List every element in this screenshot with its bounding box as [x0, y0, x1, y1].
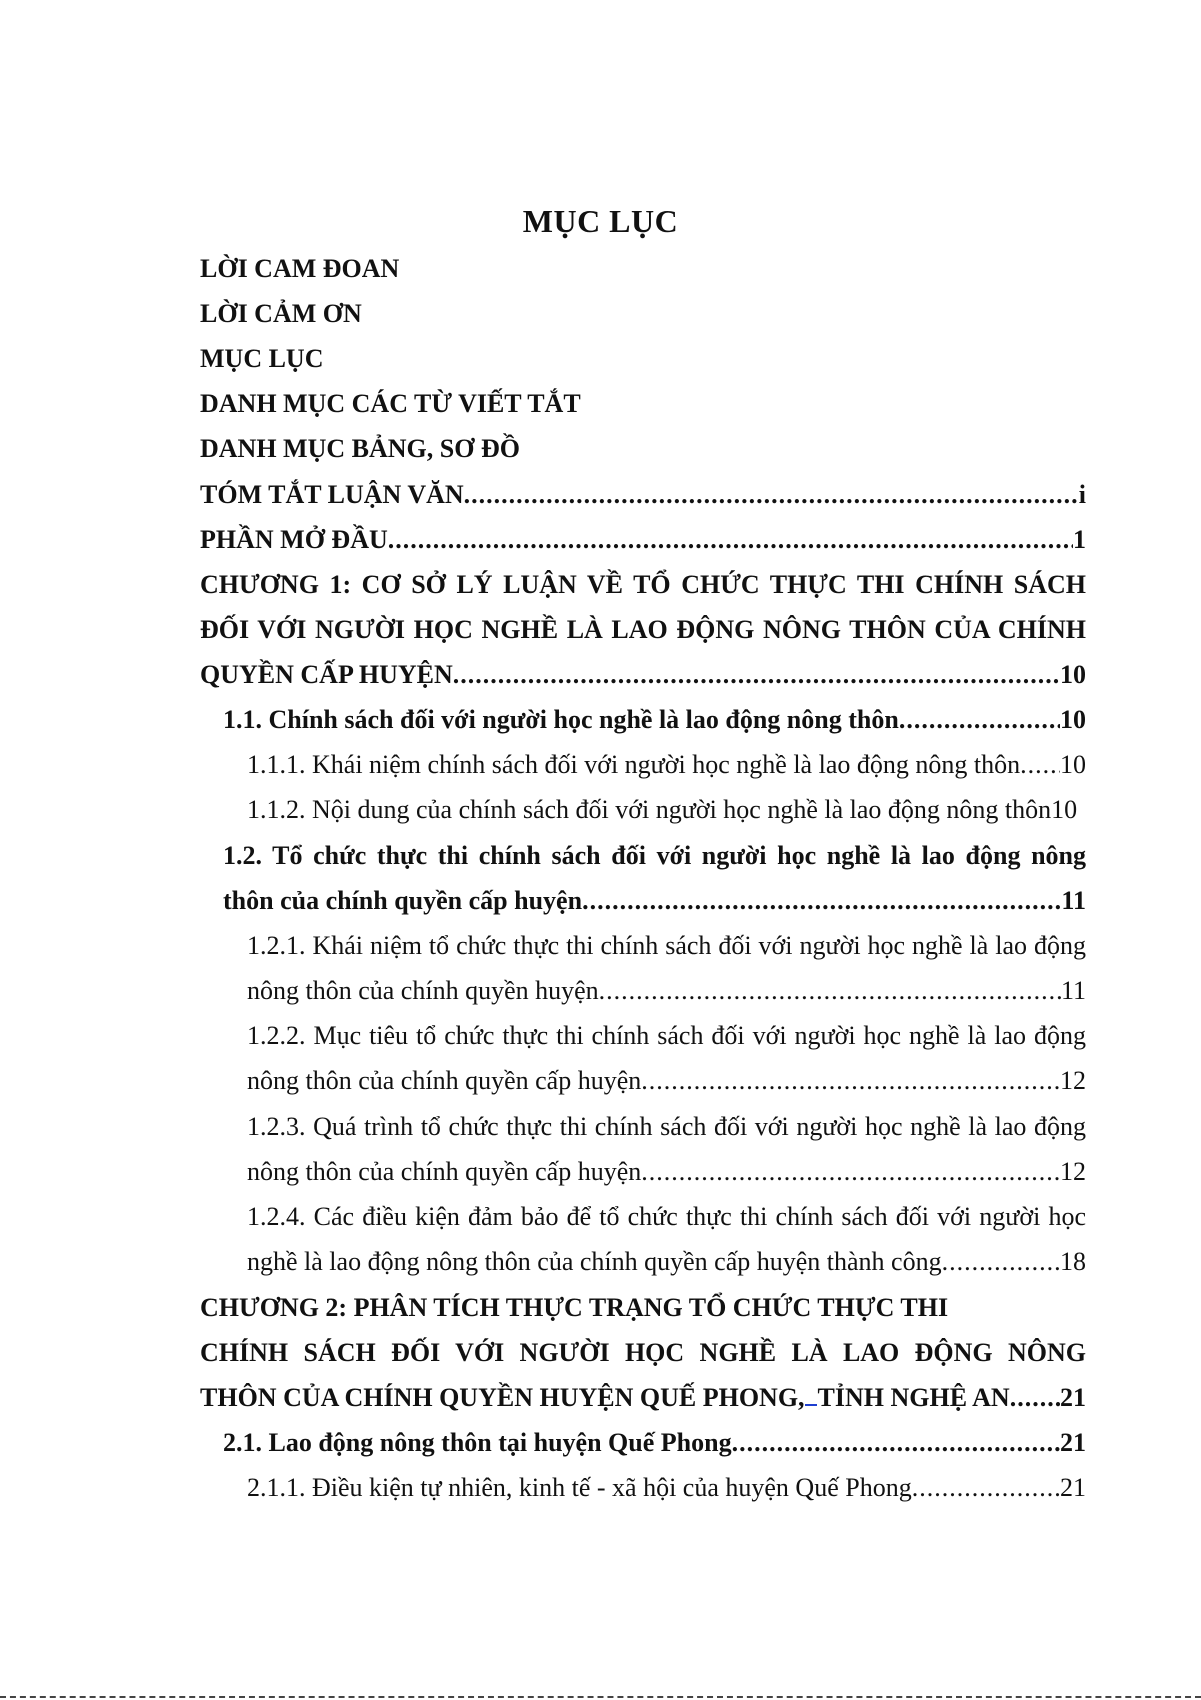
toc-page-number: 12	[1060, 1157, 1086, 1186]
toc-page-number: 18	[1060, 1247, 1086, 1276]
dot-leader	[641, 1058, 1060, 1103]
toc-subsection-1-1-1[interactable]	[247, 742, 1086, 787]
toc-entry-summary[interactable]	[200, 472, 1086, 517]
toc-entry-label: 1.1.1. Khái niệm chính sách đối với người học nghề là lao động nông thôn	[247, 750, 1021, 779]
toc-chapter-2-line-1[interactable]	[200, 1285, 1086, 1330]
toc-subsection-1-2-2-line-2[interactable]	[247, 1058, 1086, 1103]
page-bottom-rule	[0, 1696, 1201, 1700]
toc-chapter-2-line-2[interactable]: CHÍNH SÁCH ĐỐI VỚI NGƯỜI HỌC NGHỀ LÀ LAO ĐỘNG NÔNG	[200, 1338, 1086, 1367]
toc-page-number: 1	[1073, 525, 1086, 554]
toc-entry-label: QUYỀN CẤP HUYỆN	[200, 660, 453, 689]
toc-section-1-2-line-1[interactable]: 1.2. Tổ chức thực thi chính sách đối với người học nghề là lao động nông	[223, 841, 1086, 870]
toc-section-1-2-line-2[interactable]	[223, 878, 1086, 923]
toc-entry-label: thôn của chính quyền cấp huyện	[223, 886, 583, 915]
toc-page-number: 11	[1060, 976, 1086, 1005]
dot-leader	[1010, 1375, 1060, 1420]
dot-leader	[453, 652, 1060, 697]
dot-leader	[599, 968, 1061, 1013]
dot-leader	[912, 1465, 1060, 1510]
toc-page-number: 10	[1060, 705, 1086, 734]
toc-entry-abbreviations[interactable]	[200, 381, 1086, 426]
dot-leader	[582, 878, 1061, 923]
toc-entry-label: DANH MỤC BẢNG, SƠ ĐỒ	[200, 434, 520, 463]
toc-chapter-2-line-3[interactable]	[200, 1375, 1086, 1420]
toc-entry-cam-on[interactable]	[200, 291, 1086, 336]
toc-subsection-1-1-2[interactable]	[247, 787, 1086, 832]
toc-subsection-1-2-2-line-1[interactable]: 1.2.2. Mục tiêu tổ chức thực thi chính sách đối với người học nghề là lao động	[247, 1021, 1086, 1050]
toc-entry-label: CHƯƠNG 2: PHÂN TÍCH THỰC TRẠNG TỔ CHỨC THỰC THI	[200, 1293, 949, 1322]
toc-chapter-1-line-2[interactable]: ĐỐI VỚI NGƯỜI HỌC NGHỀ LÀ LAO ĐỘNG NÔNG THÔN CỦA CHÍNH	[200, 615, 1086, 644]
toc-entry-cam-doan[interactable]	[200, 246, 1086, 291]
toc-page-number: 10	[1060, 660, 1086, 689]
toc-chapter-1-line-1[interactable]: CHƯƠNG 1: CƠ SỞ LÝ LUẬN VỀ TỔ CHỨC THỰC THI CHÍNH SÁCH	[200, 570, 1086, 599]
toc-entry-label: DANH MỤC CÁC TỪ VIẾT TẮT	[200, 389, 581, 418]
dot-leader	[942, 1239, 1060, 1284]
dot-leader	[732, 1420, 1060, 1465]
dot-leader	[641, 1149, 1060, 1194]
toc-entry-label: PHẦN MỞ ĐẦU	[200, 525, 388, 554]
toc-entry-label: nông thôn của chính quyền cấp huyện	[247, 1157, 642, 1186]
toc-page-number: 10	[1051, 795, 1078, 824]
toc-subsection-1-2-4-line-1[interactable]: 1.2.4. Các điều kiện đảm bảo để tổ chức thực thi chính sách đối với người học	[247, 1202, 1086, 1231]
toc-entry-label	[200, 1375, 1010, 1420]
toc-page-number: i	[1078, 480, 1086, 509]
toc-entry-label: MỤC LỤC	[200, 344, 324, 373]
toc-section-1-1[interactable]	[223, 697, 1086, 742]
toc-entry-label: nông thôn của chính quyền cấp huyện	[247, 1066, 642, 1095]
toc-entry-label: 2.1. Lao động nông thôn tại huyện Quế Phong	[223, 1428, 732, 1457]
toc-entry-label: 1.1. Chính sách đối với người học nghề là lao động nông thôn	[223, 705, 899, 734]
toc-subsection-2-1-1[interactable]	[247, 1465, 1086, 1510]
toc-entry-label: nông thôn của chính quyền huyện	[247, 976, 599, 1005]
toc-entry-label: 2.1.1. Điều kiện tự nhiên, kinh tế - xã hội của huyện Quế Phong	[247, 1473, 912, 1502]
toc-chapter-1-line-3[interactable]	[200, 652, 1086, 697]
dot-leader	[464, 472, 1079, 517]
toc-entry-label-part: THÔN CỦA CHÍNH QUYỀN HUYỆN QUẾ PHONG,	[200, 1383, 805, 1412]
toc-subsection-1-2-1-line-2[interactable]	[247, 968, 1086, 1013]
toc-section-2-1[interactable]	[223, 1420, 1086, 1465]
toc-entry-muc-luc[interactable]	[200, 336, 1086, 381]
dot-leader	[388, 517, 1073, 562]
dot-leader	[899, 697, 1060, 742]
toc-page-number: 11	[1061, 886, 1086, 915]
dot-leader	[1020, 742, 1060, 787]
toc-entry-label: LỜI CAM ĐOAN	[200, 254, 400, 283]
toc-page-number: 21	[1060, 1383, 1086, 1412]
toc-entry-intro[interactable]	[200, 517, 1086, 562]
toc-page-number: 10	[1060, 750, 1086, 779]
toc-page-number: 21	[1060, 1428, 1086, 1457]
toc-entry-label: LỜI CẢM ƠN	[200, 299, 362, 328]
toc-entry-label-part: TỈNH NGHỆ AN	[817, 1383, 1010, 1412]
page-title: MỤC LỤC	[522, 203, 679, 239]
toc-entry-label: TÓM TẮT LUẬN VĂN	[200, 480, 464, 509]
toc-subsection-1-2-3-line-1[interactable]: 1.2.3. Quá trình tổ chức thực thi chính sách đối với người học nghề là lao động	[247, 1112, 1086, 1141]
link-underline-mark	[805, 1404, 817, 1406]
toc-subsection-1-2-1-line-1[interactable]: 1.2.1. Khái niệm tổ chức thực thi chính sách đối với người học nghề là lao động	[247, 931, 1086, 960]
toc-page-number: 12	[1060, 1066, 1086, 1095]
toc-subsection-1-2-3-line-2[interactable]	[247, 1149, 1086, 1194]
toc-page-number: 21	[1060, 1473, 1086, 1502]
toc-entry-tables-diagrams[interactable]	[200, 426, 1086, 471]
toc-entry-label: 1.1.2. Nội dung của chính sách đối với người học nghề là lao động nông thôn	[247, 795, 1052, 824]
toc-subsection-1-2-4-line-2[interactable]	[247, 1239, 1086, 1284]
toc-entry-label: nghề là lao động nông thôn của chính quyền cấp huyện thành công	[247, 1247, 942, 1276]
